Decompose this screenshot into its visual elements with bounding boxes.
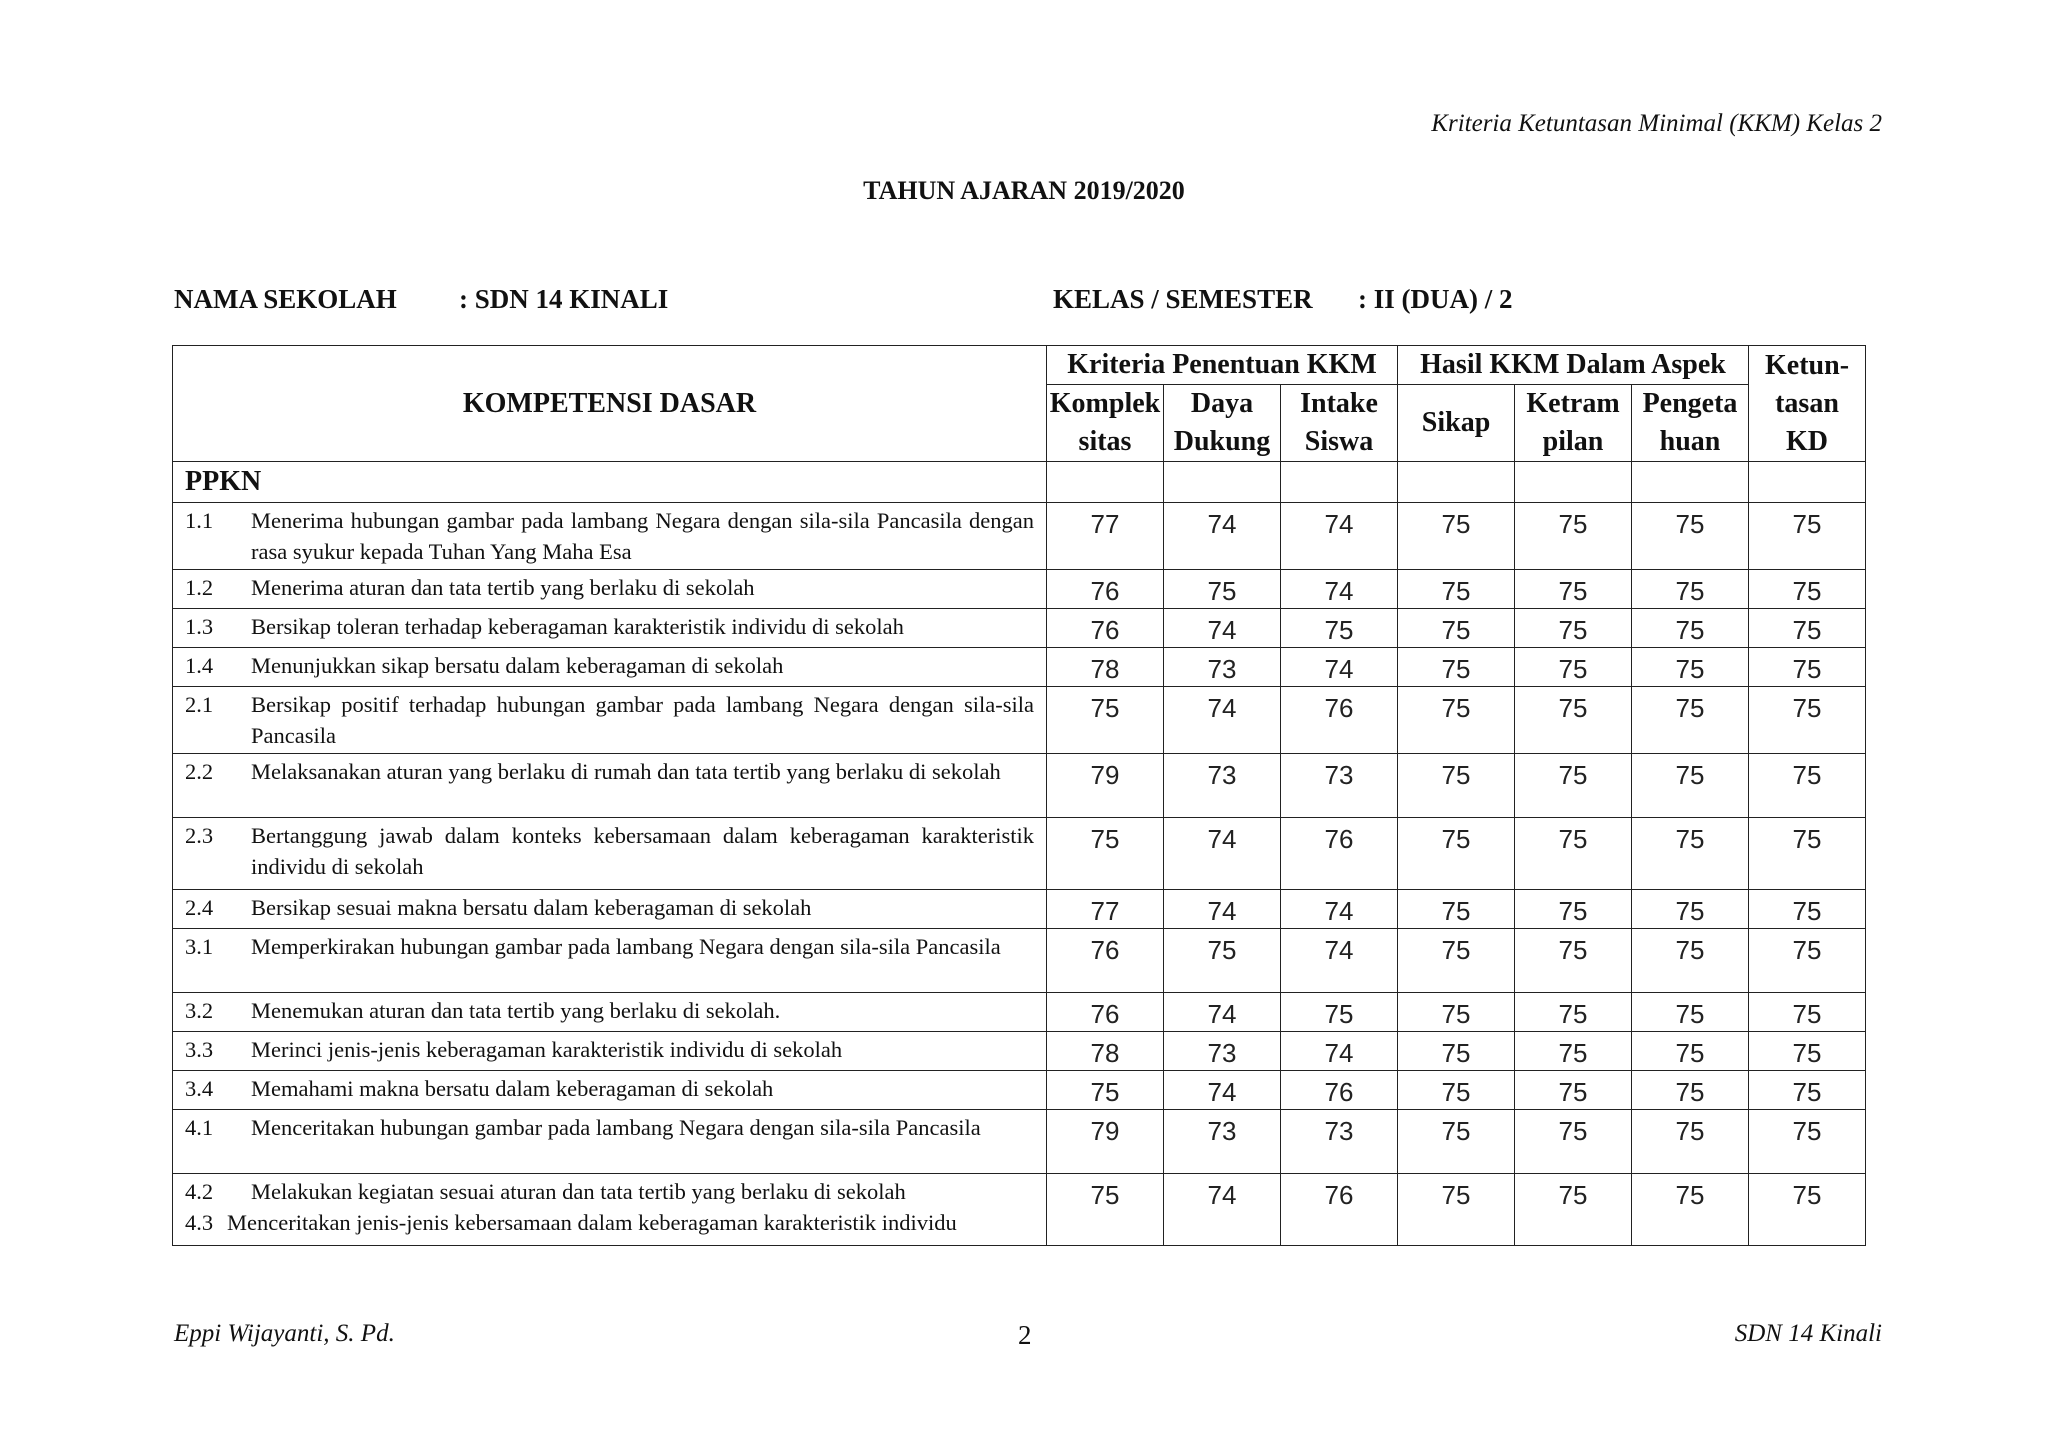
value-ketrampilan: 75 [1515,687,1632,754]
table-row [173,818,1866,890]
school-value: : SDN 14 KINALI [459,284,669,314]
intake-siswa-header: Intake Siswa [1281,385,1398,462]
page-title: TAHUN AJARAN 2019/2020 [863,176,1185,205]
value-ketuntasan-kd: 75 [1749,890,1866,929]
table-row [173,1071,1866,1110]
kd-text: Menerima hubungan gambar pada lambang Negara dengan sila-sila Pancasila dengan rasa syukur kepada Tuhan Yang Maha Esa [251,508,1034,564]
value-intake-siswa: 74 [1281,890,1398,929]
value-intake-siswa: 74 [1281,648,1398,687]
value-intake-siswa: 73 [1281,754,1398,818]
value-ketrampilan: 75 [1515,993,1632,1032]
value-daya-dukung: 74 [1164,503,1281,570]
kd-description [173,648,1047,687]
value-sikap: 75 [1398,570,1515,609]
value-intake-siswa: 76 [1281,1174,1398,1246]
kd-text: Bersikap toleran terhadap keberagaman karakteristik individu di sekolah [251,614,904,639]
class-label: KELAS / SEMESTER [1053,284,1313,314]
value-sikap: 75 [1398,1071,1515,1110]
table-row [173,993,1866,1032]
value-ketrampilan: 75 [1515,929,1632,993]
value-daya-dukung: 75 [1164,929,1281,993]
value-intake-siswa: 76 [1281,818,1398,890]
value-ketrampilan: 75 [1515,1071,1632,1110]
value-ketrampilan: 75 [1515,570,1632,609]
kd-text: Memahami makna bersatu dalam keberagaman di sekolah [251,1076,774,1101]
kd-number: 2.3 [185,823,214,848]
kd-description [173,818,1047,890]
ketuntasan-header: Ketun- tasan KD [1749,346,1866,462]
kd-description [173,570,1047,609]
value-kompleksitas: 75 [1047,687,1164,754]
daya-dukung-header: Daya Dukung [1164,385,1281,462]
value-sikap: 75 [1398,687,1515,754]
kd-description [173,890,1047,929]
value-kompleksitas: 78 [1047,1032,1164,1071]
table-row [173,754,1866,818]
value-ketuntasan-kd: 75 [1749,754,1866,818]
value-daya-dukung: 74 [1164,1174,1281,1246]
value-sikap: 75 [1398,818,1515,890]
kd-text: Melakukan kegiatan sesuai aturan dan tata tertib yang berlaku di sekolah [251,1179,906,1204]
value-ketrampilan: 75 [1515,503,1632,570]
kd-description [173,1032,1047,1071]
value-sikap: 75 [1398,648,1515,687]
kd-description [173,609,1047,648]
value-intake-siswa: 75 [1281,993,1398,1032]
class-value: : II (DUA) / 2 [1358,284,1513,314]
value-kompleksitas: 76 [1047,993,1164,1032]
value-pengetahuan: 75 [1632,503,1749,570]
value-sikap: 75 [1398,1110,1515,1174]
kd-text: Menceritakan jenis-jenis kebersamaan dalam keberagaman karakteristik individu [227,1210,957,1235]
kompleksitas-header: Komplek sitas [1047,385,1164,462]
value-ketrampilan: 75 [1515,1110,1632,1174]
value-daya-dukung: 74 [1164,609,1281,648]
class-info [1053,284,1513,315]
kd-text: Bersikap sesuai makna bersatu dalam keberagaman di sekolah [251,895,812,920]
value-kompleksitas: 75 [1047,1071,1164,1110]
value-sikap: 75 [1398,1174,1515,1246]
kd-description [173,1110,1047,1174]
value-ketuntasan-kd: 75 [1749,929,1866,993]
value-ketuntasan-kd: 75 [1749,570,1866,609]
value-ketuntasan-kd: 75 [1749,818,1866,890]
kd-number: 1.1 [185,508,214,533]
value-pengetahuan: 75 [1632,1071,1749,1110]
value-kompleksitas: 76 [1047,570,1164,609]
value-ketuntasan-kd: 75 [1749,609,1866,648]
value-pengetahuan: 75 [1632,1174,1749,1246]
kd-text: Merinci jenis-jenis keberagaman karakteristik individu di sekolah [251,1037,843,1062]
kd-number: 2.2 [185,759,214,784]
value-intake-siswa: 75 [1281,609,1398,648]
table-row [173,890,1866,929]
value-kompleksitas: 79 [1047,1110,1164,1174]
school-info [174,284,668,315]
kd-number: 3.4 [185,1076,214,1101]
kd-text: Menceritakan hubungan gambar pada lambang Negara dengan sila-sila Pancasila [251,1115,981,1140]
value-ketrampilan: 75 [1515,648,1632,687]
kd-description [173,754,1047,818]
kd-number: 3.3 [185,1037,214,1062]
kkm-table [172,345,1866,1246]
kd-description [173,1174,1047,1246]
value-kompleksitas: 79 [1047,754,1164,818]
value-daya-dukung: 73 [1164,1032,1281,1071]
value-pengetahuan: 75 [1632,890,1749,929]
kd-text: Menunjukkan sikap bersatu dalam keberagaman di sekolah [251,653,784,678]
value-ketuntasan-kd: 75 [1749,648,1866,687]
kd-text: Menerima aturan dan tata tertib yang berlaku di sekolah [251,575,755,600]
pengetahuan-header: Pengeta huan [1632,385,1749,462]
table-row [173,687,1866,754]
value-ketrampilan: 75 [1515,890,1632,929]
kd-number: 2.1 [185,692,214,717]
value-sikap: 75 [1398,929,1515,993]
footer-author: Eppi Wijayanti, S. Pd. [174,1320,395,1347]
kd-description [173,503,1047,570]
kd-number: 4.2 [185,1179,214,1204]
value-daya-dukung: 74 [1164,1071,1281,1110]
table-row [173,648,1866,687]
value-intake-siswa: 74 [1281,1032,1398,1071]
kd-number: 4.1 [185,1115,214,1140]
kd-description [173,687,1047,754]
table-row [173,609,1866,648]
value-intake-siswa: 74 [1281,570,1398,609]
table-row [173,1174,1866,1246]
table-row [173,929,1866,993]
value-ketuntasan-kd: 75 [1749,1071,1866,1110]
value-daya-dukung: 73 [1164,648,1281,687]
value-pengetahuan: 75 [1632,648,1749,687]
kd-number: 2.4 [185,895,214,920]
kd-description [173,993,1047,1032]
school-label: NAMA SEKOLAH [174,284,397,314]
value-intake-siswa: 74 [1281,503,1398,570]
value-kompleksitas: 78 [1047,648,1164,687]
value-kompleksitas: 77 [1047,503,1164,570]
value-kompleksitas: 76 [1047,929,1164,993]
kd-description [173,929,1047,993]
value-ketuntasan-kd: 75 [1749,1110,1866,1174]
table-row [173,1032,1866,1071]
value-ketuntasan-kd: 75 [1749,993,1866,1032]
table-row [173,1110,1866,1174]
kriteria-group-header: Kriteria Penentuan KKM [1047,346,1398,385]
value-sikap: 75 [1398,609,1515,648]
value-pengetahuan: 75 [1632,818,1749,890]
sikap-header: Sikap [1398,385,1515,462]
section-row [173,462,1866,503]
kd-text: Melaksanakan aturan yang berlaku di rumah dan tata tertib yang berlaku di sekolah [251,759,1001,784]
value-pengetahuan: 75 [1632,570,1749,609]
footer-school: SDN 14 Kinali [1734,1320,1882,1347]
value-daya-dukung: 74 [1164,890,1281,929]
value-sikap: 75 [1398,754,1515,818]
table-row [173,570,1866,609]
hasil-group-header: Hasil KKM Dalam Aspek [1398,346,1749,385]
value-daya-dukung: 73 [1164,1110,1281,1174]
value-ketrampilan: 75 [1515,1174,1632,1246]
table-row [173,503,1866,570]
value-kompleksitas: 75 [1047,818,1164,890]
value-pengetahuan: 75 [1632,993,1749,1032]
value-ketrampilan: 75 [1515,754,1632,818]
value-daya-dukung: 74 [1164,993,1281,1032]
kd-text: Menemukan aturan dan tata tertib yang berlaku di sekolah. [251,998,781,1023]
value-daya-dukung: 73 [1164,754,1281,818]
kd-number: 3.2 [185,998,214,1023]
kd-number: 4.3 [185,1210,214,1235]
value-ketuntasan-kd: 75 [1749,503,1866,570]
value-ketuntasan-kd: 75 [1749,1174,1866,1246]
value-sikap: 75 [1398,503,1515,570]
value-intake-siswa: 74 [1281,929,1398,993]
section-title: PPKN [173,462,1047,503]
value-daya-dukung: 74 [1164,818,1281,890]
value-sikap: 75 [1398,1032,1515,1071]
value-pengetahuan: 75 [1632,687,1749,754]
value-pengetahuan: 75 [1632,1032,1749,1071]
value-intake-siswa: 76 [1281,687,1398,754]
value-pengetahuan: 75 [1632,929,1749,993]
value-ketuntasan-kd: 75 [1749,687,1866,754]
value-kompleksitas: 75 [1047,1174,1164,1246]
value-pengetahuan: 75 [1632,754,1749,818]
value-daya-dukung: 74 [1164,687,1281,754]
value-ketuntasan-kd: 75 [1749,1032,1866,1071]
kd-number: 1.2 [185,575,214,600]
value-kompleksitas: 76 [1047,609,1164,648]
value-intake-siswa: 73 [1281,1110,1398,1174]
kd-number: 1.4 [185,653,214,678]
value-pengetahuan: 75 [1632,609,1749,648]
kd-number: 1.3 [185,614,214,639]
value-daya-dukung: 75 [1164,570,1281,609]
page-number: 2 [1018,1320,1032,1350]
kd-header: KOMPETENSI DASAR [173,346,1047,462]
ketrampilan-header: Ketram pilan [1515,385,1632,462]
kd-text: Memperkirakan hubungan gambar pada lambang Negara dengan sila-sila Pancasila [251,934,1001,959]
kd-number: 3.1 [185,934,214,959]
kd-text: Bersikap positif terhadap hubungan gambar pada lambang Negara dengan sila-sila Pancasila [251,692,1034,748]
kd-text: Bertanggung jawab dalam konteks kebersamaan dalam keberagaman karakteristik individu di sekolah [251,823,1034,879]
value-kompleksitas: 77 [1047,890,1164,929]
running-title: Kriteria Ketuntasan Minimal (KKM) Kelas 2 [1431,110,1882,137]
value-intake-siswa: 76 [1281,1071,1398,1110]
value-sikap: 75 [1398,890,1515,929]
value-ketrampilan: 75 [1515,609,1632,648]
kd-description [173,1071,1047,1110]
value-pengetahuan: 75 [1632,1110,1749,1174]
value-ketrampilan: 75 [1515,818,1632,890]
value-ketrampilan: 75 [1515,1032,1632,1071]
value-sikap: 75 [1398,993,1515,1032]
